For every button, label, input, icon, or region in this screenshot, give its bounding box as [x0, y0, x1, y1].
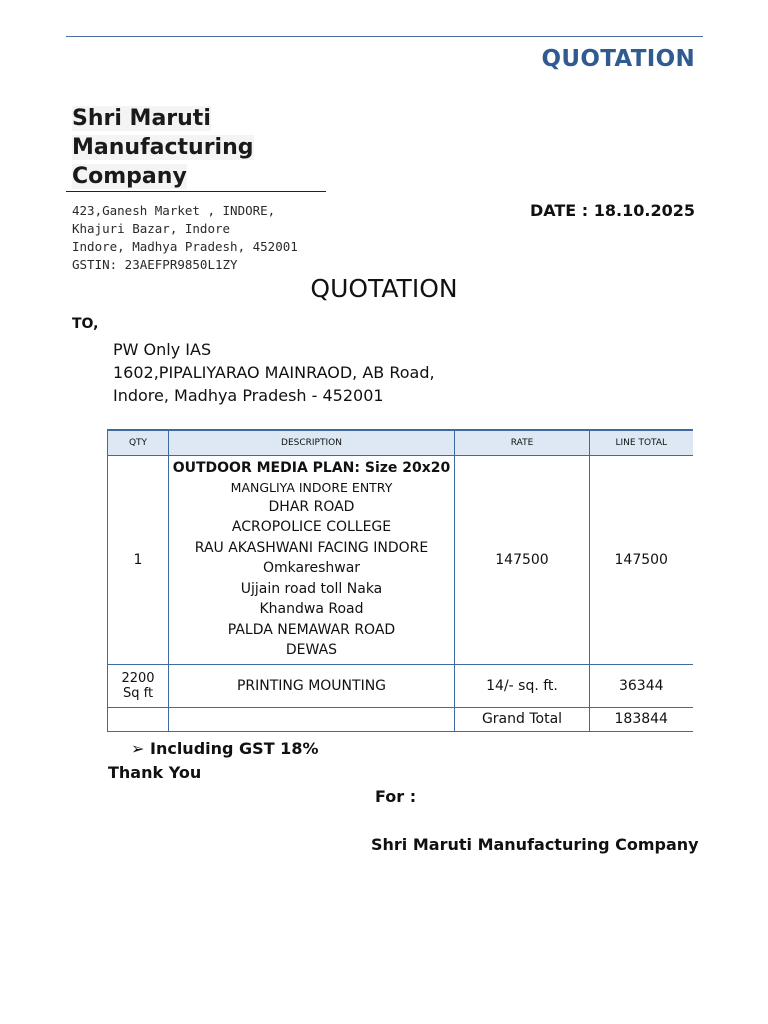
gstin-line: GSTIN: 23AEFPR9850L1ZY [72, 257, 238, 272]
column-header-description: DESCRIPTION [169, 430, 455, 456]
recipient-address-line: Indore, Madhya Pradesh - 452001 [113, 386, 384, 405]
address-line: Khajuri Bazar, Indore [72, 221, 231, 236]
cell-rate: 147500 [455, 456, 590, 665]
cell-description [169, 456, 455, 665]
column-header-rate: RATE [455, 430, 590, 456]
column-header-qty: QTY [108, 430, 169, 456]
grand-total-row [108, 707, 693, 731]
recipient-address-line: 1602,PIPALIYARAO MAINRAOD, AB Road, [113, 363, 435, 382]
signature-company: Shri Maruti Manufacturing Company [371, 835, 699, 854]
qty-unit: Sq ft [122, 685, 154, 701]
table-row [108, 664, 693, 707]
header-title: QUOTATION [541, 46, 695, 72]
description-title: OUTDOOR MEDIA PLAN: Size 20x20 [172, 460, 451, 476]
quotation-date: DATE : 18.10.2025 [529, 201, 695, 220]
cell-empty [169, 707, 455, 731]
cell-description: PRINTING MOUNTING [169, 664, 455, 707]
company-name-line: Shri Maruti [72, 106, 211, 131]
thank-you-text: Thank You [108, 763, 202, 782]
recipient-block [113, 338, 435, 407]
company-name [72, 104, 272, 191]
address-line: 423,Ganesh Market , INDORE, [72, 203, 276, 218]
cell-rate: 14/- sq. ft. [455, 664, 590, 707]
address-line: Indore, Madhya Pradesh, 452001 [72, 239, 298, 254]
description-line: RAU AKASHWANI FACING INDORE [194, 539, 429, 556]
qty-value: 2200 [121, 670, 155, 686]
recipient-name: PW Only IAS [113, 340, 212, 359]
cell-line-total: 147500 [590, 456, 693, 665]
description-line: Ujjain road toll Naka [240, 580, 383, 597]
arrow-bullet-icon: ➢ [131, 739, 145, 758]
document-title: QUOTATION [310, 274, 458, 303]
description-line: DHAR ROAD [268, 498, 355, 515]
grand-total-value: 183844 [590, 707, 693, 731]
cell-qty: 1 [108, 456, 169, 665]
description-line: DEWAS [285, 642, 338, 658]
description-line: ACROPOLICE COLLEGE [231, 519, 392, 535]
company-address [72, 202, 298, 274]
cell-qty [108, 664, 169, 707]
description-line: PALDA NEMAWAR ROAD [227, 621, 396, 638]
table-row [108, 456, 693, 665]
gst-note [131, 739, 318, 758]
grand-total-label: Grand Total [455, 707, 590, 731]
column-header-line-total: LINE TOTAL [590, 430, 693, 456]
top-divider [66, 36, 703, 37]
table-header-row [108, 430, 693, 456]
gst-note-text: Including GST 18% [149, 739, 319, 758]
quotation-table [107, 429, 693, 732]
to-label: TO, [72, 316, 99, 332]
description-line: MANGLIYA INDORE ENTRY [230, 479, 393, 495]
cell-empty [108, 707, 169, 731]
company-divider [66, 191, 326, 192]
description-line: Khandwa Road [259, 601, 364, 617]
description-line: Omkareshwar [262, 560, 361, 576]
cell-line-total: 36344 [590, 664, 693, 707]
company-name-line: Company [72, 164, 187, 189]
for-label: For : [375, 787, 417, 806]
company-name-line: Manufacturing [72, 135, 254, 160]
